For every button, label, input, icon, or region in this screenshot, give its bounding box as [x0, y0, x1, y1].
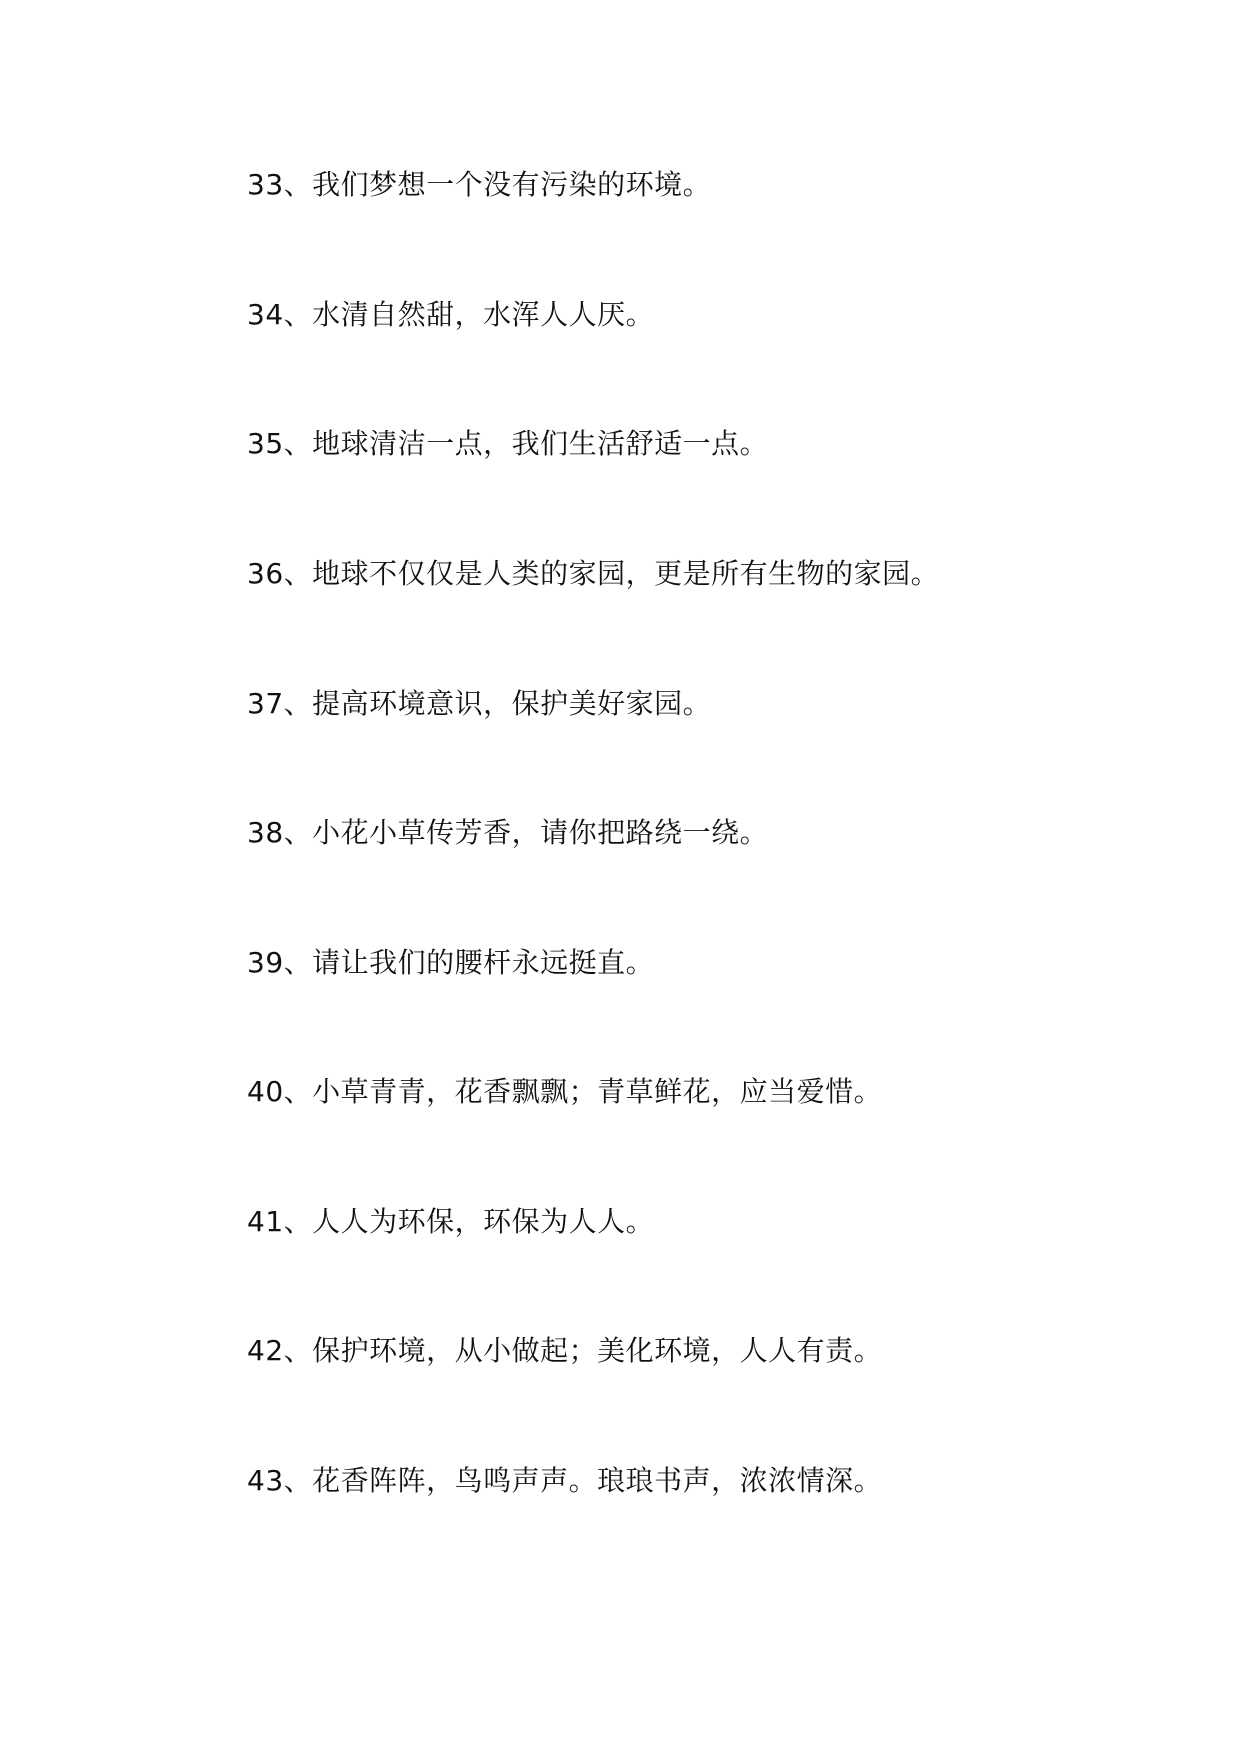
item-number: 36	[247, 557, 284, 590]
item-separator: 、	[283, 168, 313, 201]
list-item	[247, 295, 654, 335]
item-number: 39	[247, 946, 284, 979]
item-number: 37	[247, 687, 284, 720]
item-number: 38	[247, 816, 284, 849]
item-separator: 、	[283, 1464, 313, 1497]
list-item	[247, 1331, 882, 1371]
list-item	[247, 813, 768, 853]
item-text: 地球不仅仅是人类的家园，更是所有生物的家园。	[312, 557, 940, 590]
item-text: 花香阵阵，鸟鸣声声。琅琅书声，浓浓情深。	[312, 1464, 883, 1497]
item-separator: 、	[283, 1205, 313, 1238]
item-separator: 、	[283, 298, 313, 331]
item-number: 41	[247, 1205, 284, 1238]
item-text: 提高环境意识，保护美好家园。	[312, 687, 712, 720]
item-number: 35	[247, 427, 284, 460]
item-separator: 、	[283, 687, 313, 720]
list-item	[247, 424, 768, 464]
item-separator: 、	[283, 1334, 313, 1367]
list-item	[247, 554, 939, 594]
item-number: 42	[247, 1334, 284, 1367]
list-item	[247, 1202, 654, 1242]
list-item	[247, 684, 711, 724]
item-number: 34	[247, 298, 284, 331]
list-item	[247, 165, 711, 205]
item-number: 40	[247, 1075, 284, 1108]
item-separator: 、	[283, 816, 313, 849]
list-item	[247, 943, 654, 983]
item-text: 人人为环保，环保为人人。	[312, 1205, 655, 1238]
list-item	[247, 1072, 882, 1112]
item-text: 请让我们的腰杆永远挺直。	[312, 946, 655, 979]
item-number: 33	[247, 168, 284, 201]
item-number: 43	[247, 1464, 284, 1497]
item-text: 地球清洁一点，我们生活舒适一点。	[312, 427, 769, 460]
item-separator: 、	[283, 946, 313, 979]
item-text: 小草青青，花香飘飘；青草鲜花，应当爱惜。	[312, 1075, 883, 1108]
item-text: 保护环境，从小做起；美化环境，人人有责。	[312, 1334, 883, 1367]
item-text: 水清自然甜，水浑人人厌。	[312, 298, 655, 331]
item-text: 小花小草传芳香，请你把路绕一绕。	[312, 816, 769, 849]
item-text: 我们梦想一个没有污染的环境。	[312, 168, 712, 201]
item-separator: 、	[283, 557, 313, 590]
item-separator: 、	[283, 1075, 313, 1108]
item-separator: 、	[283, 427, 313, 460]
list-item	[247, 1461, 882, 1501]
